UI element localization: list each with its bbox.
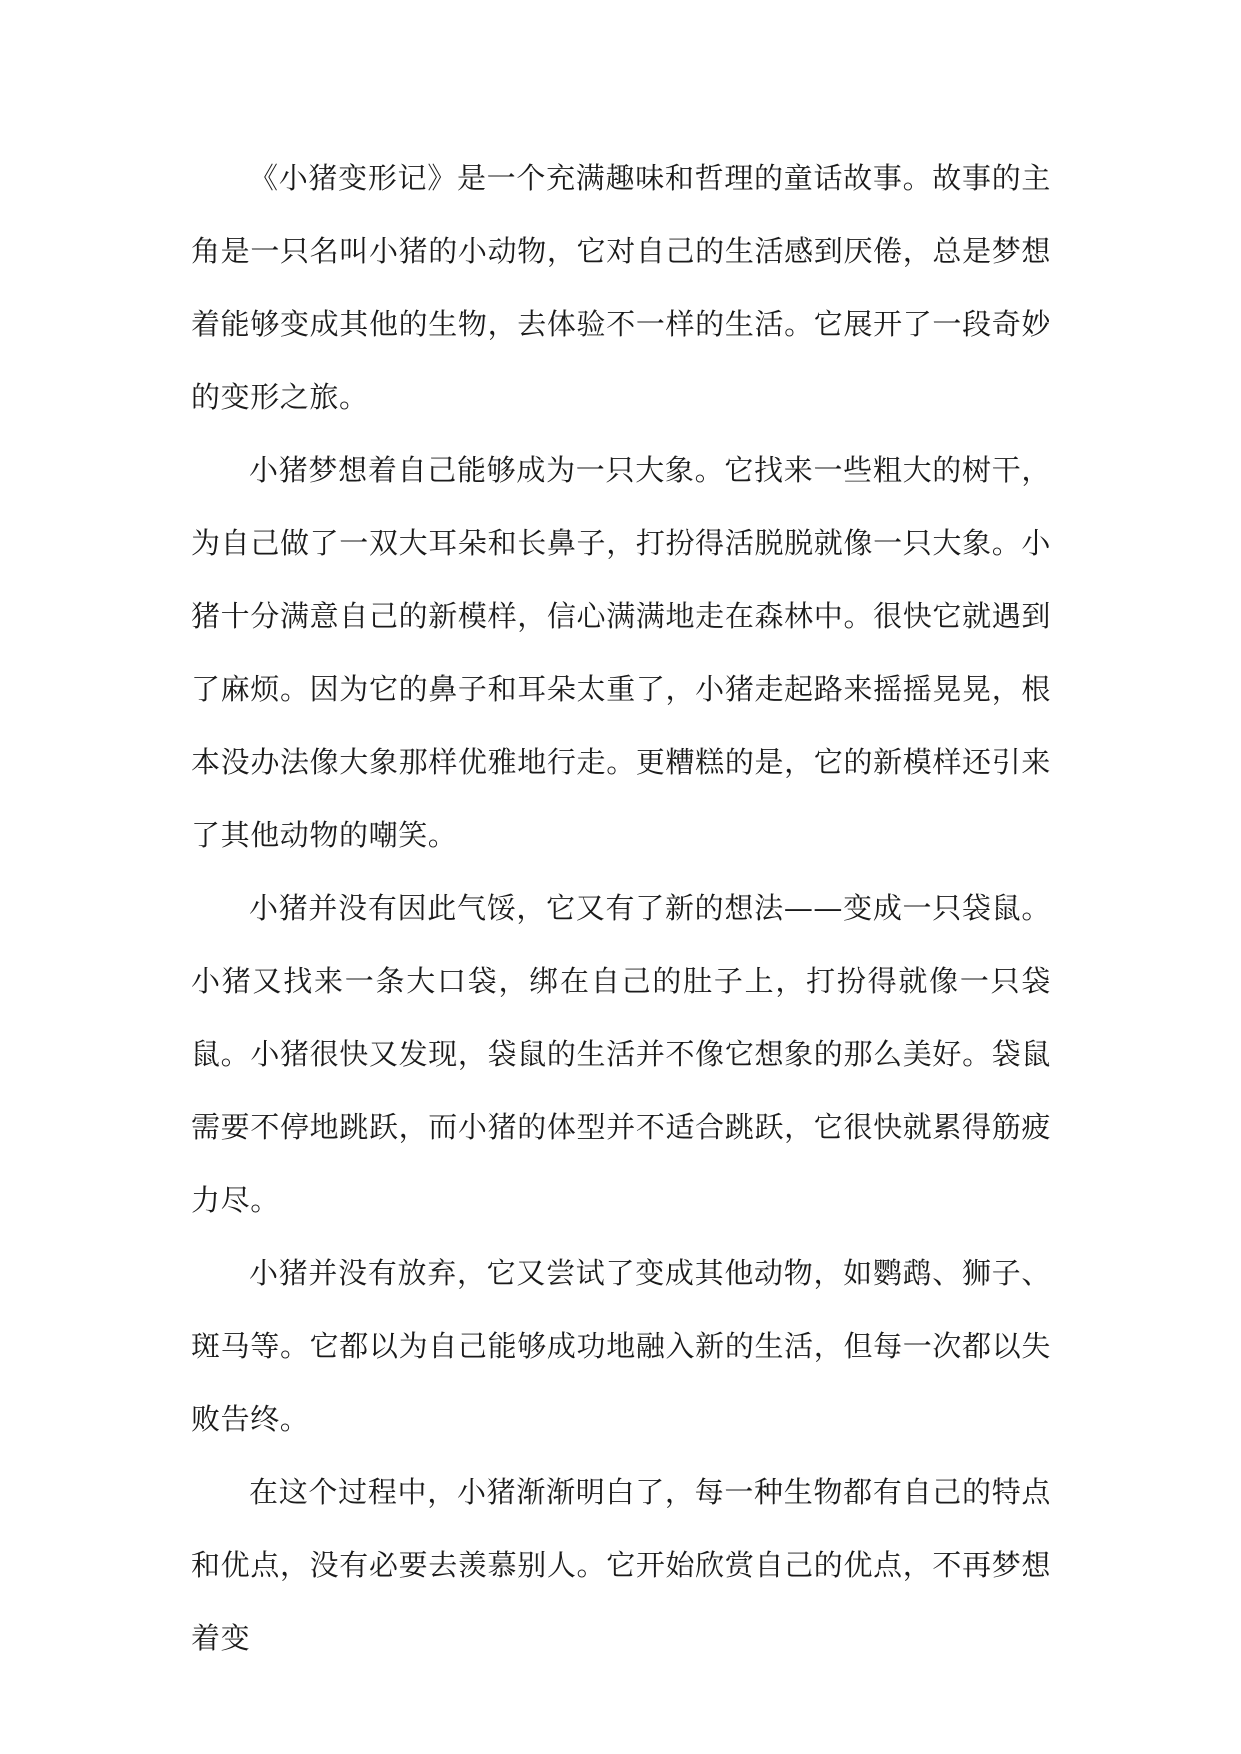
paragraph-5: 在这个过程中，小猪渐渐明白了，每一种生物都有自己的特点和优点，没有必要去羡慕别人。它开始欣赏自己的优点，不再梦想着变	[191, 1475, 1051, 1655]
paragraph-4: 小猪并没有放弃，它又尝试了变成其他动物，如鹦鹉、狮子、斑马等。它都以为自己能够成功地融入新的生活，但每一次都以失败告终。	[191, 1256, 1051, 1436]
document-body	[191, 142, 1051, 1675]
paragraph-3: 小猪并没有因此气馁，它又有了新的想法——变成一只袋鼠。小猪又找来一条大口袋，绑在自己的肚子上，打扮得就像一只袋鼠。小猪很快又发现，袋鼠的生活并不像它想象的那么美好。袋鼠需要不停地跳跃，而小猪的体型并不适合跳跃，它很快就累得筋疲力尽。	[191, 891, 1051, 1217]
paragraph-1: 《小猪变形记》是一个充满趣味和哲理的童话故事。故事的主角是一只名叫小猪的小动物，它对自己的生活感到厌倦，总是梦想着能够变成其他的生物，去体验不一样的生活。它展开了一段奇妙的变形之旅。	[191, 161, 1051, 414]
paragraph-2: 小猪梦想着自己能够成为一只大象。它找来一些粗大的树干，为自己做了一双大耳朵和长鼻子，打扮得活脱脱就像一只大象。小猪十分满意自己的新模样，信心满满地走在森林中。很快它就遇到了麻烦。因为它的鼻子和耳朵太重了，小猪走起路来摇摇晃晃，根本没办法像大象那样优雅地行走。更糟糕的是，它的新模样还引来了其他动物的嘲笑。	[191, 453, 1051, 852]
